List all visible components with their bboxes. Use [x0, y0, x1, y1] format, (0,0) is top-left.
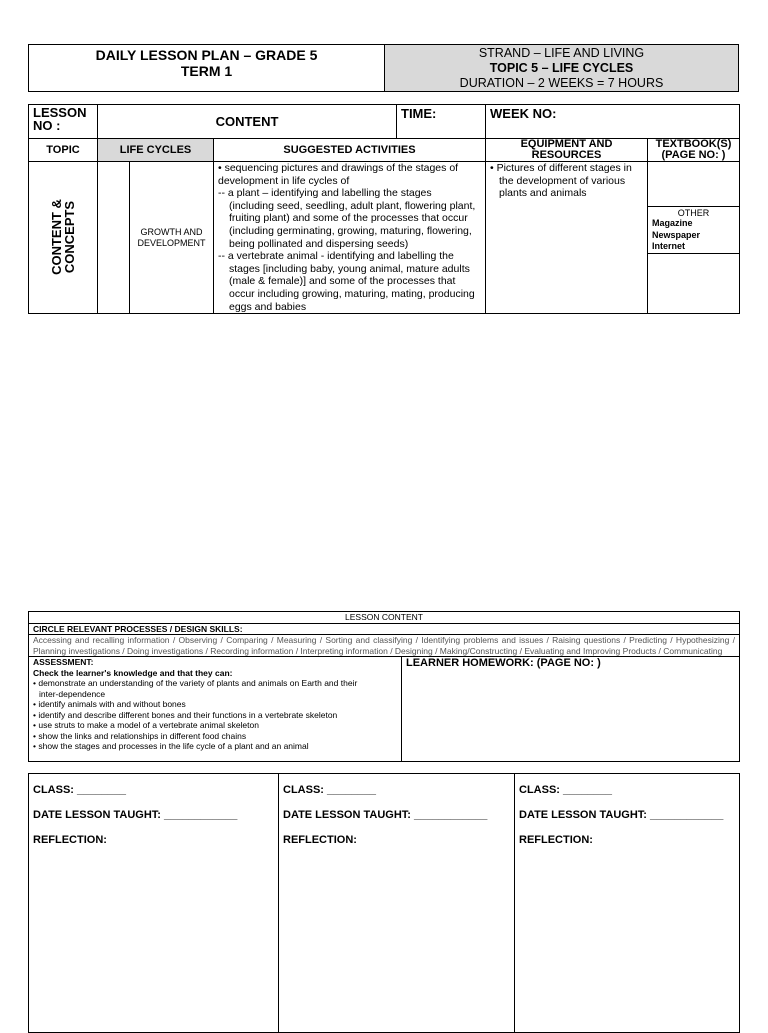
row-content — [29, 162, 740, 314]
lesson-content-title: LESSON CONTENT — [29, 612, 740, 624]
reflection-field: REFLECTION: — [33, 834, 107, 846]
equipment-label: EQUIPMENT AND RESOURCES — [486, 139, 648, 162]
equipment-line: • Pictures of different stages in — [490, 162, 632, 174]
time-label: TIME: — [397, 105, 486, 139]
skills-text: Accessing and recalling information / Observing / Comparing / Measuring / Sorting and classifying / Identifying problems and issues / Raising questions / Predicting / Hypothesizing / Planning investigations / Doing investigations / Recording information / Interpreting information / Designing / Making/Constructing / Evaluating and Improving Products / Communicating — [29, 635, 740, 657]
class-field: CLASS: ________ — [519, 784, 612, 796]
topic-value: LIFE CYCLES — [98, 139, 214, 162]
activity-line: -- a vertebrate animal - identifying and labelling the — [218, 250, 454, 263]
date-field: DATE LESSON TAUGHT: ____________ — [283, 809, 488, 821]
other-item: Newspaper — [652, 229, 701, 240]
other-item: Internet — [652, 241, 686, 251]
assessment-item: inter-dependence — [39, 688, 106, 699]
equipment-line: the development of various plants and animals — [499, 174, 626, 200]
assessment-cell — [29, 657, 402, 762]
date-field: DATE LESSON TAUGHT: ____________ — [519, 809, 724, 821]
title-line2: TERM 1 — [180, 63, 233, 79]
homework-label: LEARNER HOMEWORK: (PAGE NO: ) — [402, 657, 740, 762]
activity-line: • sequencing pictures and drawings of the stages of development in life cycles of — [218, 162, 459, 187]
blank-cell — [98, 162, 130, 314]
activities-text — [214, 162, 486, 314]
assessment-item: • identify animals with and without bones — [33, 699, 186, 709]
concepts-label: CONTENT & CONCEPTS — [49, 199, 77, 275]
textbook-label: TEXTBOOK(S) (PAGE NO: ) — [648, 139, 740, 162]
lesson-plan-table — [28, 104, 740, 314]
activity-line: -- a plant – identifying and labelling the stages — [218, 187, 432, 200]
concepts-cell — [29, 162, 98, 314]
other-item: Magazine — [652, 218, 693, 228]
date-field: DATE LESSON TAUGHT: ____________ — [33, 809, 238, 821]
week-no-label: WEEK NO: — [486, 105, 740, 139]
assessment-item: • show the links and relationships in different food chains — [33, 730, 247, 741]
skills-title: CIRCLE RELEVANT PROCESSES / DESIGN SKILLS: — [29, 623, 740, 635]
other-block — [648, 207, 739, 253]
content-label: CONTENT — [98, 105, 397, 139]
reflection-field: REFLECTION: — [519, 834, 593, 846]
reflection-field: REFLECTION: — [283, 834, 357, 846]
topic: TOPIC 5 – LIFE CYCLES — [489, 61, 634, 75]
assessment-intro: Check the learner's knowledge and that they can: — [33, 667, 233, 678]
activity-line: (including seed, seedling, adult plant, flowering plant, fruiting plant) and some of the processes that occur (including germinating, growing, maturing, flowering, being pollinated and dispersing seeds) — [229, 199, 476, 250]
textbook-cell — [648, 162, 740, 314]
divider — [648, 253, 739, 254]
assessment-item: • use struts to make a model of a vertebrate animal skeleton — [33, 720, 259, 730]
lesson-content-table — [28, 611, 740, 762]
lesson-no-label: LESSON NO : — [29, 105, 98, 139]
header-box — [28, 44, 739, 92]
class-field: CLASS: ________ — [33, 784, 126, 796]
strand: STRAND – LIFE AND LIVING — [478, 46, 645, 60]
assessment-item: • identify and describe different bones and their functions in a vertebrate skeleton — [33, 709, 338, 720]
class-field: CLASS: ________ — [283, 784, 376, 796]
duration: DURATION – 2 WEEKS = 7 HOURS — [459, 76, 664, 90]
reflection-column-2 — [279, 774, 515, 1033]
activities-label: SUGGESTED ACTIVITIES — [214, 139, 486, 162]
activity-line: stages [including baby, young animal, mature adults (male & female)] and some of the processes that occur including growing, maturing, mating, producing eggs and babies — [229, 262, 475, 313]
row-headings — [29, 139, 740, 162]
assessment-title: ASSESSMENT: — [33, 657, 94, 667]
assessment-item: • demonstrate an understanding of the variety of plants and animals on Earth and their — [33, 678, 358, 688]
reflection-column-3 — [515, 774, 740, 1033]
equipment-text — [486, 162, 648, 314]
other-title: OTHER — [677, 208, 710, 218]
subtopic-label: GROWTH AND DEVELOPMENT — [130, 162, 214, 314]
reflection-column-1 — [29, 774, 279, 1033]
reflection-table — [28, 773, 740, 1033]
strand-block — [385, 45, 738, 91]
title-block — [29, 45, 385, 91]
topic-label: TOPIC — [29, 139, 98, 162]
title-line1: DAILY LESSON PLAN – GRADE 5 — [95, 47, 318, 63]
assessment-item: • show the stages and processes in the life cycle of a plant and an animal — [33, 741, 309, 751]
row-lesson — [29, 105, 740, 139]
